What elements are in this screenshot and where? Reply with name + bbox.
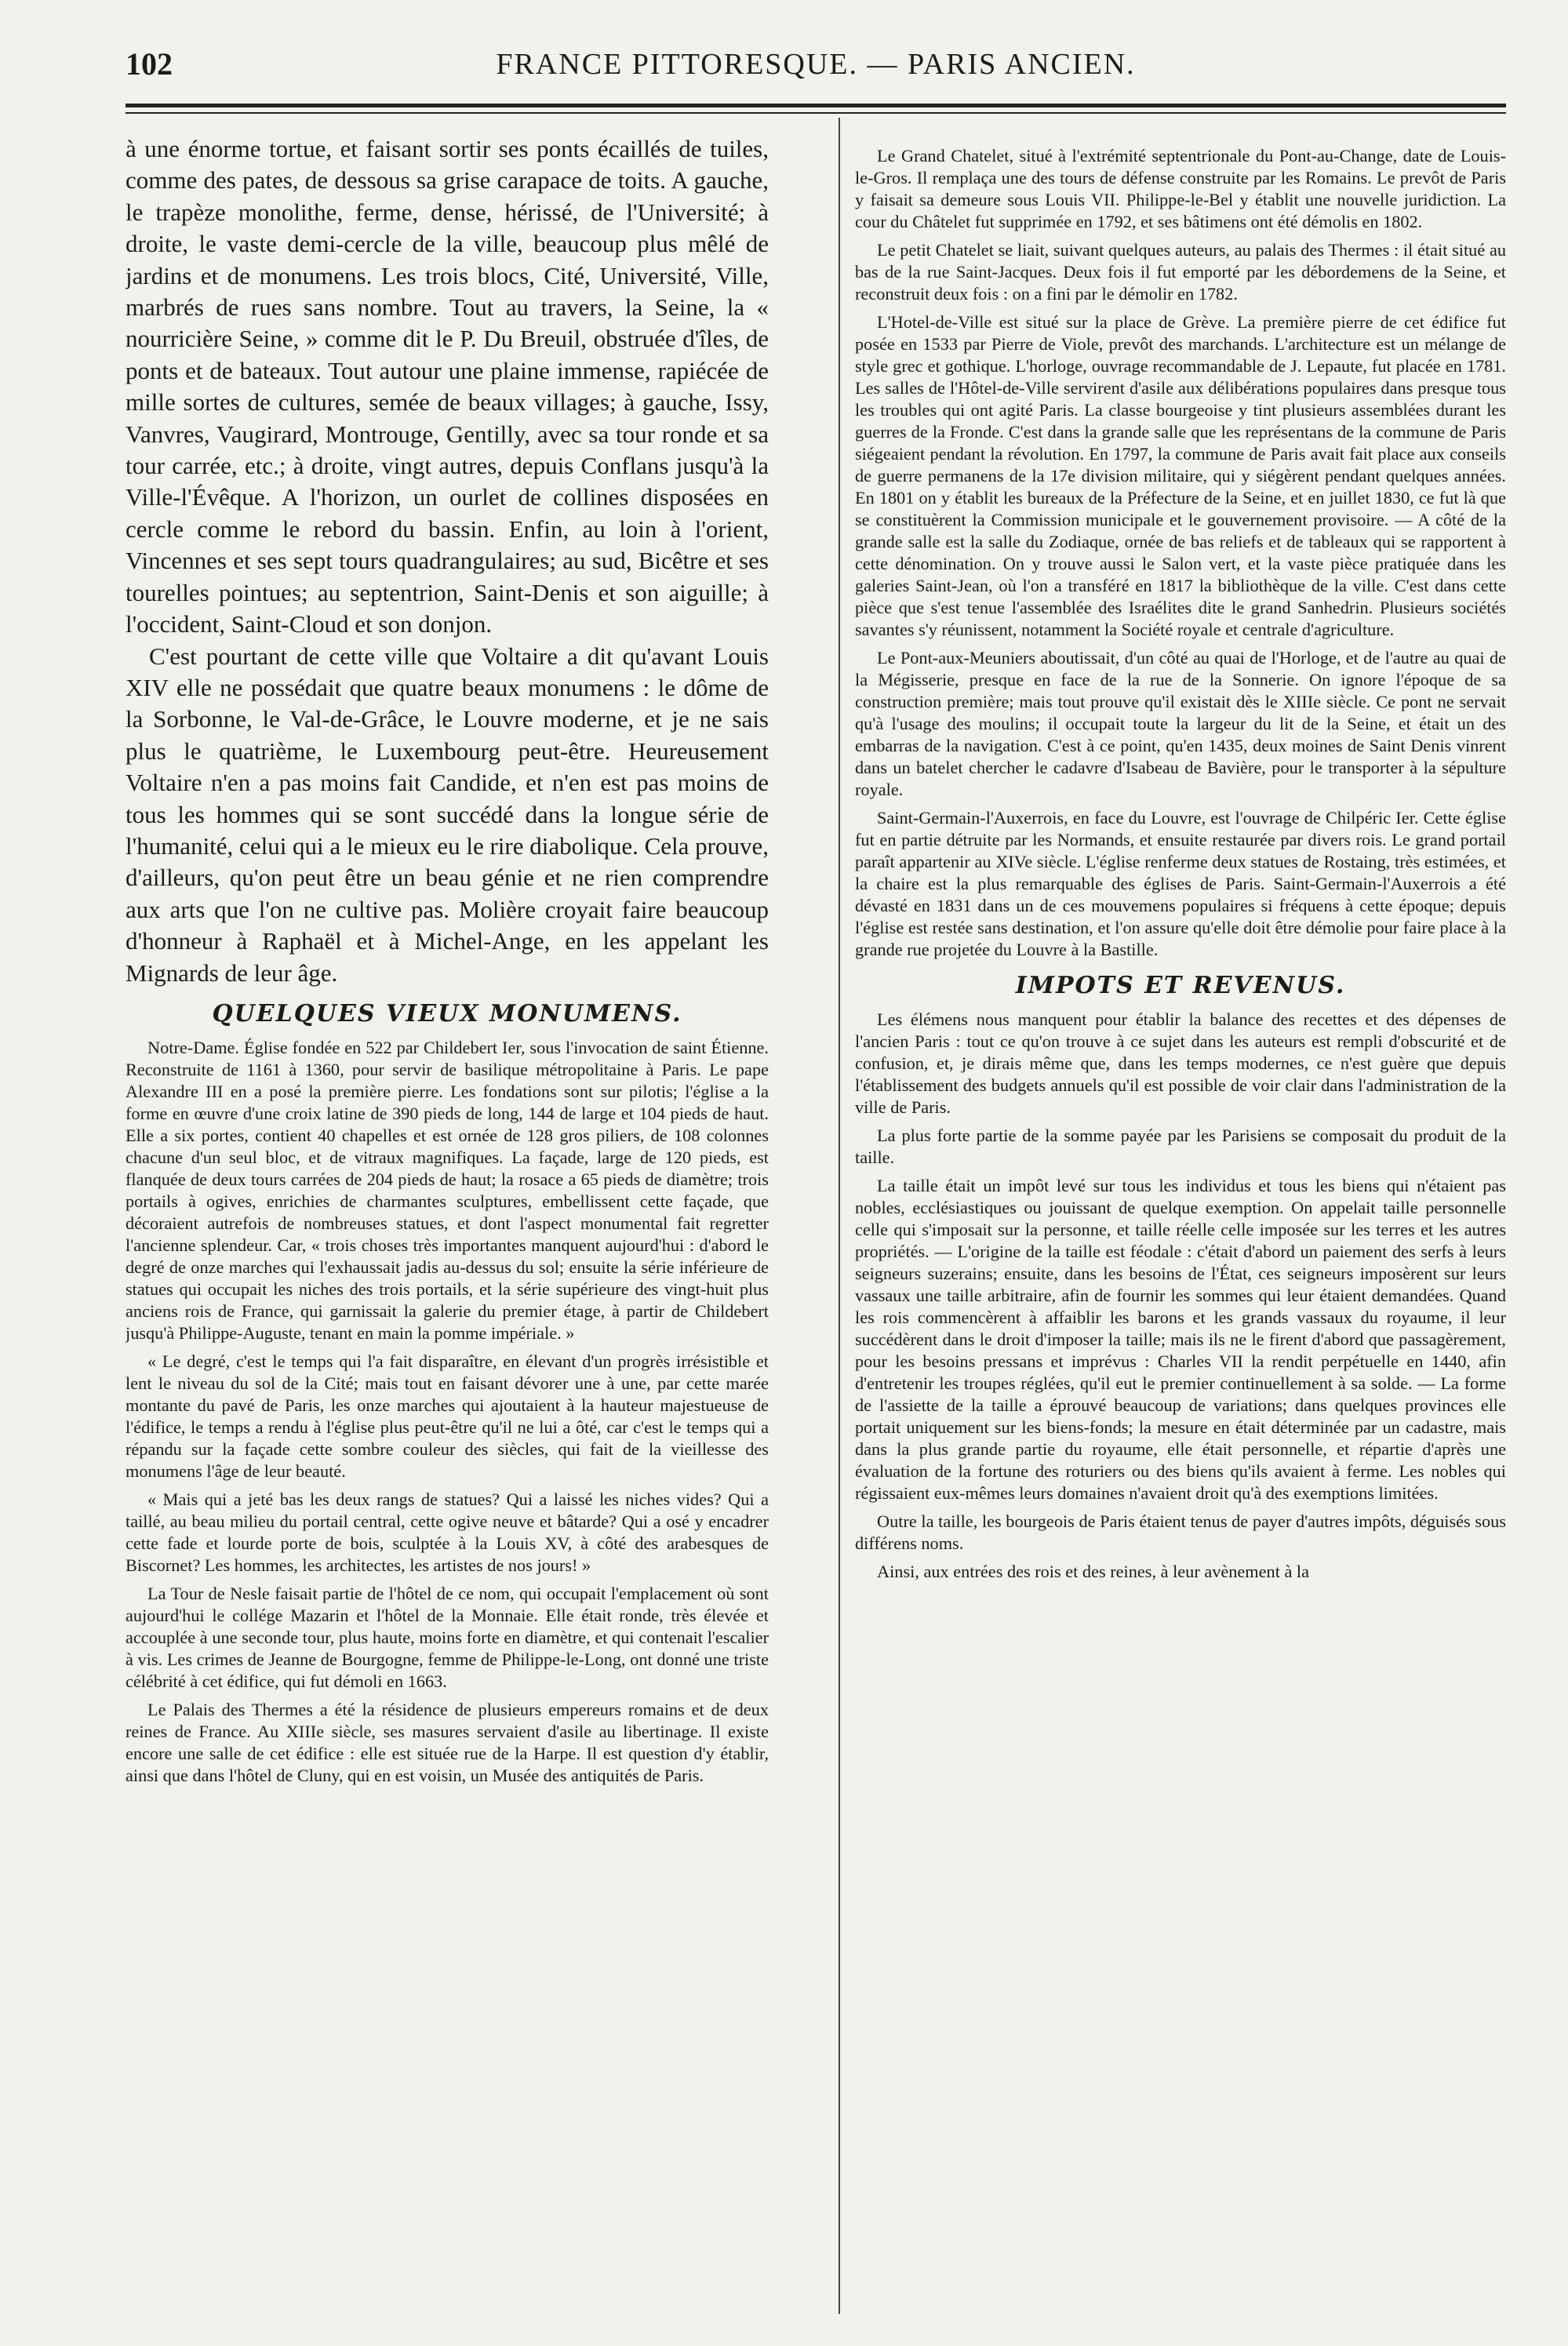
section-title: IMPOTS ET REVENUS. [1015,972,1346,999]
left-column [126,133,769,2298]
paragraph: Le Pont-aux-Meuniers aboutissait, d'un côté au quai de l'Horloge, et de l'autre au quai de la Mégisserie, presque en face de la rue de la Sonnerie. On ignore l'époque de sa construction première; mais tout prouve qu'il existait dès le XIIIe siècle. Ce pont ne servait qu'à l'usage des moulins; il occupait toute la largeur du lit de la Seine, et était un des embarras de la navigation. C'est à ce point, qu'en 1435, deux moines de Saint Denis vinrent dans un batelet chercher le cadavre d'Isabeau de Bavière, pour le transporter à la sépulture royale. [855,648,1506,799]
paragraph: Le Grand Chatelet, situé à l'extrémité septentrionale du Pont-au-Change, date de Louis-le-Gros. Il remplaça une des tours de défense construite par les Romains. Le prevôt de Paris y faisait sa demeure sous Louis VII. Philippe-le-Bel y établit une nouvelle juridiction. La cour du Châtelet fut supprimée en 1792, et ses bâtimens ont été démolis en 1802. [855,146,1506,231]
running-head: FRANCE PITTORESQUE. — PARIS ANCIEN. [496,48,1136,81]
paragraph: La taille était un impôt levé sur tous les individus et tous les biens qui n'étaient pas nobles, ecclésiastiques ou jouissant de quelque exemption. On appelait taille personnelle celle qui s'imposait sur la personne, et taille réelle celle imposée sur les terres et les autres propriétés. — L'origine de la taille est féodale : c'était d'abord un paiement des serfs à leurs seigneurs suzerains; ensuite, dans les besoins de l'État, ces seigneurs imposèrent sur leurs vassaux une taille arbitraire, afin de fournir les sommes qui leur étaient demandées. Quand les rois commencèrent à affaiblir les barons et les grands vassaux du royaume, il leur succédèrent dans le droit d'imposer la taille; mais ils ne le firent d'abord que passagèrement, pour les besoins pressans et imprévus : Charles VII la rendit perpétuelle en 1440, afin d'entretenir les troupes réglées, qu'il eut le premier continuellement à sa solde. — La forme de l'assiette de la taille a éprouvé beaucoup de variations; dans quelques provinces elle portait uniquement sur les biens-fonds; la mesure en était déterminée par un cadastre, mais dans la plus grande partie du royaume, elle était personnelle, et répartie d'après une évaluation de la fortune des roturiers ou des biens qu'ils avaient à ferme. Les nobles qui régissaient eux-mêmes leurs domaines n'avaient droit qu'à des exemptions limitées. [855,1176,1506,1503]
page-number: 102 [126,46,173,82]
paragraph: Le Palais des Thermes a été la résidence de plusieurs empereurs romains et de deux reines de France. Au XIIIe siècle, ses masures servaient d'asile au libertinage. Il existe encore une salle de cet édifice : elle est située rue de la Harpe. Il est question d'y établir, ainsi que dans l'hôtel de Cluny, qui en est voisin, un Musée des antiquités de Paris. [126,1699,769,1785]
paragraph: Le petit Chatelet se liait, suivant quelques auteurs, au palais des Thermes : il était situé au bas de la rue Saint-Jacques. Deux fois il fut emporté par les débordemens de la Seine, et reconstruit deux fois : on a fini par le démolir en 1782. [855,240,1506,304]
paragraph: Notre-Dame. Église fondée en 522 par Childebert Ier, sous l'invocation de saint Étienne. Reconstruite de 1161 à 1360, pour servir de basilique métropolitaine à Paris. Le pape Alexandre III en a posé la première pierre. Les fondations sont sur pilotis; l'église a la forme en œuvre d'une croix latine de 390 pieds de long, 144 de large et 104 pieds de haut. Elle a six portes, contient 40 chapelles et est ornée de 128 gros piliers, de 108 colonnes chacune d'un seul bloc, et de vitraux magnifiques. La façade, large de 120 pieds, est flanquée de deux tours carrées de 204 pieds de haut; la rosace a 65 pieds de diamètre; trois portails à ogives, enrichies de charmantes sculptures, embellissent cette façade, que décoraient autrefois de nombreuses statues, et dont l'aspect monumental fait regretter l'ancienne splendeur. Car, « trois choses très importantes manquent aujourd'hui : d'abord le degré de onze marches qui l'exhaussait jadis au-dessus du sol; ensuite la série inférieure de statues qui occupait les niches des trois portails, et la série supérieure des vingt-huit plus anciens rois de France, qui garnissait la galerie du premier étage, à partir de Childebert jusqu'à Philippe-Auguste, tenant en main la pomme impériale. » [126,1037,769,1343]
paragraph: Outre la taille, les bourgeois de Paris étaient tenus de payer d'autres impôts, déguisés sous différens noms. [855,1511,1506,1553]
page-header [126,41,1506,88]
column-divider [839,118,840,2314]
header-rule-thick [126,104,1506,107]
paragraph: L'Hotel-de-Ville est situé sur la place de Grève. La première pierre de cet édifice fut posée en 1533 par Pierre de Viole, prevôt des marchands. L'architecture est un mélange de style grec et gothique. L'horloge, ouvrage recommandable de J. Lepaute, fut placée en 1781. Les salles de l'Hôtel-de-Ville servirent d'asile aux délibérations populaires dans presque tous les troubles qui ont agité Paris. La classe bourgeoise y tint plusieurs assemblées durant les guerres de la Fronde. C'est dans la grande salle que les représentans de la commune de Paris siégeaient pendant la révolution. En 1797, la commune de Paris avait fait place aux conseils de guerre permanens de la 17e division militaire, qui y siégèrent pendant quelques années. En 1801 on y établit les bureaux de la Préfecture de la Seine, et en juillet 1830, ce fut là que se constituèrent la Commission municipale et le gouvernement provisoire. — A côté de la grande salle est la salle du Zodiaque, ornée de bas reliefs et de tableaux qui se rapportent à cette dénomination. On y trouve aussi le Salon vert, et la vaste pièce pratiquée dans les galeries Saint-Jean, où l'on a transféré en 1817 la bibliothèque de la ville. C'est dans cette pièce que s'est tenue l'assemblée des Israélites dite le grand Sanhedrin. Plusieurs sociétés savantes s'y réunissent, notamment la Société royale et centrale d'agriculture. [855,312,1506,639]
paragraph: Saint-Germain-l'Auxerrois, en face du Louvre, est l'ouvrage de Chilpéric Ier. Cette église fut en partie détruite par les Normands, et ensuite restaurée par divers rois. Le grand portail paraît appartenir au XIVe siècle. L'église renferme deux statues de Rostaing, très estimées, et la chaire est la plus remarquable des églises de Paris. Saint-Germain-l'Auxerrois a été dévasté en 1831 dans un de ces mouvemens populaires si fréquens à cette époque; depuis l'église est restée sans destination, et l'on assure qu'elle doit être démolie pour faire place à la grande rue projetée du Louvre à la Bastille. [855,808,1506,959]
paragraph: « Mais qui a jeté bas les deux rangs de statues? Qui a laissé les niches vides? Qui a taillé, au beau milieu du portail central, cette ogive neuve et bâtarde? Qui a osé y encadrer cette fade et lourde porte de bois, sculptée à la Louis XV, à côté des arabesques de Biscornet? Les hommes, les architectes, les artistes de nos jours! » [126,1489,769,1575]
paragraph: « Le degré, c'est le temps qui l'a fait disparaître, en élevant d'un progrès irrésistible et lent le niveau du sol de la Cité; mais tout en faisant dévorer une à une, par cette marée montante du pavé de Paris, les onze marches qui ajoutaient à la hauteur majestueuse de l'édifice, le temps a rendu à l'église plus peut-être qu'il ne lui a ôté, car c'est le temps qui a répandu sur la façade cette sombre couleur des siècles, qui fait de la vieillesse des monumens l'âge de leur beauté. [126,1351,769,1481]
paragraph: Ainsi, aux entrées des rois et des reines, à leur avènement à la [877,1562,1310,1581]
paragraph: Les élémens nous manquent pour établir la balance des recettes et des dépenses de l'ancien Paris : tout ce qu'on trouve à ce sujet dans les auteurs est rempli d'obscurité et de confusion, et, je dirais même que, dans les temps modernes, ce n'est guère que depuis l'établissement des budgets annuels qu'il est possible de voir clair dans l'administration de la ville de Paris. [855,1009,1506,1117]
paragraph: à une énorme tortue, et faisant sortir ses ponts écaillés de tuiles, comme des pates, de dessous sa grise carapace de toits. A gauche, le trapèze monolithe, ferme, dense, hérissé, de l'Université; à droite, le vaste demi-cercle de la ville, beaucoup plus mêlé de jardins et de monumens. Les trois blocs, Cité, Université, Ville, marbrés de rues sans nombre. Tout au travers, la Seine, la « nourricière Seine, » comme dit le P. Du Breuil, obstruée d'îles, de ponts et de bateaux. Tout autour une plaine immense, rapiécée de mille sortes de cultures, semée de beaux villages; à gauche, Issy, Vanvres, Vaugirard, Montrouge, Gentilly, avec sa tour ronde et sa tour carrée, etc.; à droite, vingt autres, depuis Conflans jusqu'à la Ville-l'Évêque. A l'horizon, un ourlet de collines disposées en cercle comme le rebord du bassin. Enfin, au loin à l'orient, Vincennes et ses sept tours quadrangulaires; au sud, Bicêtre et ses tourelles pointues; au septentrion, Saint-Denis et son aiguille; à l'occident, Saint-Cloud et son donjon. [126,135,769,638]
right-column [855,145,1506,2310]
paragraph: La Tour de Nesle faisait partie de l'hôtel de ce nom, qui occupait l'emplacement où sont aujourd'hui le collége Mazarin et l'hôtel de la Monnaie. Elle était ronde, très élevée et accouplée à une seconde tour, plus haute, moins forte en diamètre, et qui contenait l'escalier à vis. Les crimes de Jeanne de Bourgogne, femme de Philippe-le-Long, ont donné une triste célébrité à cet édifice, qui fut démoli en 1663. [126,1583,769,1691]
header-rule-thin [126,112,1506,114]
section-title: QUELQUES VIEUX MONUMENS. [212,999,682,1028]
paragraph: C'est pourtant de cette ville que Voltaire a dit qu'avant Louis XIV elle ne possédait que quatre beaux monumens : le dôme de la Sorbonne, le Val-de-Grâce, le Louvre moderne, et je ne sais plus le quatrième, le Luxembourg peut-être. Heureusement Voltaire n'en a pas moins fait Candide, et n'en est pas moins de tous les hommes qui se sont succédé dans la longue série de l'humanité, celui qui a le mieux eu le rire diabolique. Cela prouve, d'ailleurs, qu'on peut être un beau génie et ne rien comprendre aux arts que l'on ne cultive pas. Molière croyait faire beaucoup d'honneur à Raphaël et à Michel-Ange, en les appelant les Mignards de leur âge. [126,642,769,987]
paragraph: La plus forte partie de la somme payée par les Parisiens se composait du produit de la taille. [855,1126,1506,1167]
